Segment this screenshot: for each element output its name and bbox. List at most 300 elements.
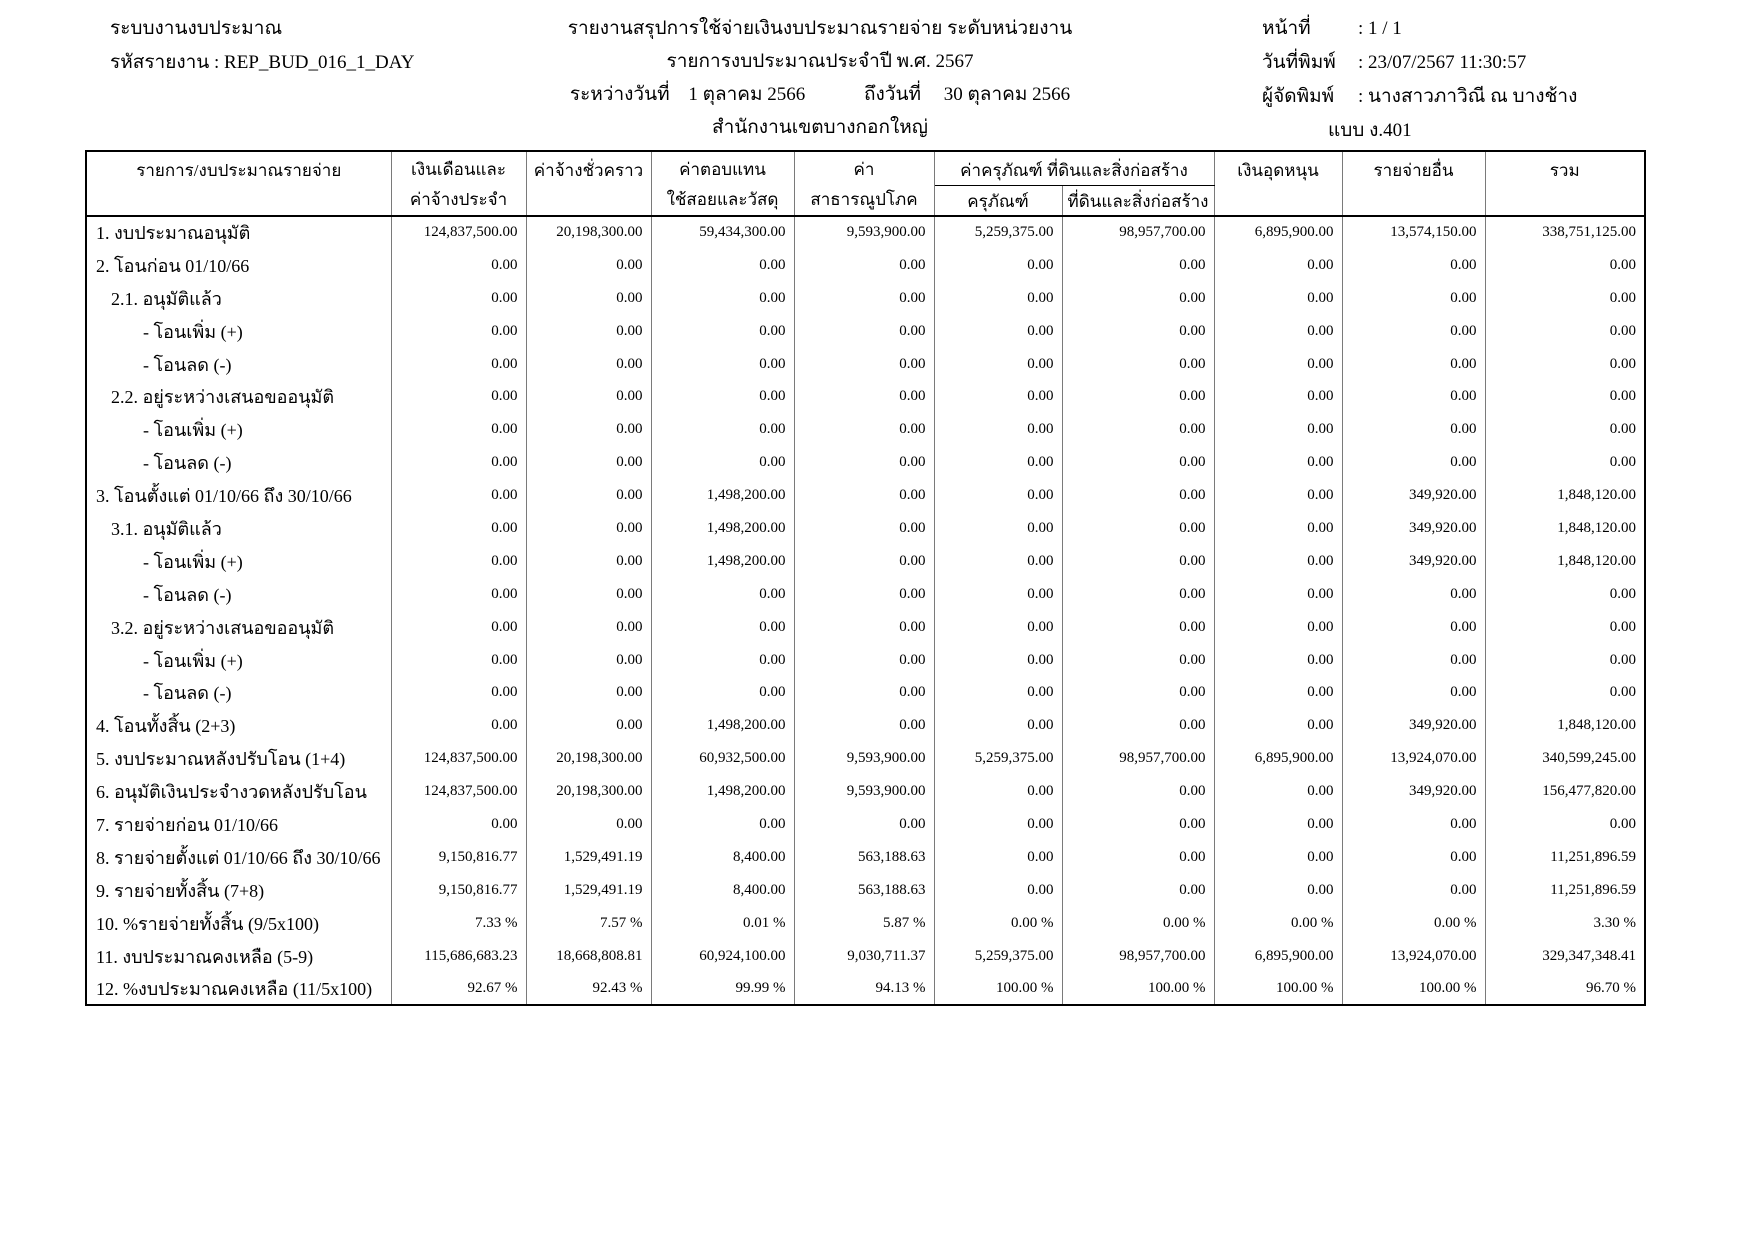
cell-value: 1,848,120.00 bbox=[1485, 512, 1645, 545]
cell-value: 3.30 % bbox=[1485, 907, 1645, 940]
cell-value: 0.00 bbox=[1485, 348, 1645, 381]
table-row bbox=[86, 874, 1645, 907]
cell-value: 5,259,375.00 bbox=[934, 940, 1062, 973]
cell-value: 0.00 bbox=[391, 413, 526, 446]
cell-value: 0.00 bbox=[794, 709, 934, 742]
table-row bbox=[86, 775, 1645, 808]
cell-value: 0.00 bbox=[934, 775, 1062, 808]
cell-value: 0.00 bbox=[934, 578, 1062, 611]
table-row bbox=[86, 742, 1645, 775]
cell-value: 0.00 bbox=[934, 348, 1062, 381]
cell-value: 0.00 bbox=[526, 578, 651, 611]
table-row bbox=[86, 676, 1645, 709]
cell-value: 0.00 bbox=[934, 545, 1062, 578]
cell-value: 0.00 bbox=[526, 808, 651, 841]
header-right bbox=[1262, 12, 1577, 148]
cell-value: 0.00 bbox=[526, 545, 651, 578]
table-row bbox=[86, 315, 1645, 348]
row-label: - โอนลด (-) bbox=[86, 578, 391, 611]
cell-value: 0.00 bbox=[934, 611, 1062, 644]
cell-value: 0.00 bbox=[1214, 808, 1342, 841]
print-date-value: : 23/07/2567 11:30:57 bbox=[1358, 52, 1527, 73]
cell-value: 0.00 bbox=[934, 413, 1062, 446]
table-row bbox=[86, 216, 1645, 249]
cell-value: 1,529,491.19 bbox=[526, 841, 651, 874]
cell-value: 0.00 bbox=[934, 512, 1062, 545]
cell-value: 0.00 bbox=[794, 315, 934, 348]
table-row bbox=[86, 972, 1645, 1005]
org-name: สำนักงานเขตบางกอกใหญ่ bbox=[712, 117, 928, 138]
cell-value: 8,400.00 bbox=[651, 841, 794, 874]
cell-value: 0.00 bbox=[1485, 315, 1645, 348]
row-label: - โอนลด (-) bbox=[86, 446, 391, 479]
cell-value: 0.00 bbox=[1485, 676, 1645, 709]
cell-value: 0.00 bbox=[526, 709, 651, 742]
cell-value: 0.00 bbox=[391, 348, 526, 381]
page-number-label: หน้าที่ bbox=[1262, 18, 1311, 39]
col-header-item: รายการ/งบประมาณรายจ่าย bbox=[86, 151, 391, 216]
cell-value: 0.00 bbox=[391, 709, 526, 742]
cell-value: 0.00 bbox=[391, 380, 526, 413]
cell-value: 7.57 % bbox=[526, 907, 651, 940]
range-from-value: 1 ตุลาคม 2566 bbox=[688, 84, 806, 105]
cell-value: 13,924,070.00 bbox=[1342, 742, 1485, 775]
cell-value: 0.00 bbox=[1214, 348, 1342, 381]
cell-value: 0.00 bbox=[1062, 775, 1214, 808]
page-number-value: : 1 / 1 bbox=[1358, 18, 1402, 39]
col-header-temp-wage: ค่าจ้างชั่วคราว bbox=[526, 151, 651, 216]
row-label: 8. รายจ่ายตั้งแต่ 01/10/66 ถึง 30/10/66 bbox=[86, 841, 391, 874]
cell-value: 0.00 bbox=[526, 512, 651, 545]
cell-value: 0.00 bbox=[1342, 874, 1485, 907]
cell-value: 0.00 bbox=[1485, 611, 1645, 644]
row-label: - โอนลด (-) bbox=[86, 676, 391, 709]
cell-value: 0.00 bbox=[1342, 578, 1485, 611]
range-from-label: ระหว่างวันที่ bbox=[569, 84, 670, 105]
cell-value: 0.00 bbox=[651, 578, 794, 611]
cell-value: 0.00 bbox=[651, 315, 794, 348]
cell-value: 0.00 bbox=[934, 249, 1062, 282]
printed-by-line bbox=[1262, 80, 1577, 114]
cell-value: 92.67 % bbox=[391, 972, 526, 1005]
cell-value: 338,751,125.00 bbox=[1485, 216, 1645, 249]
cell-value: 0.00 bbox=[1342, 413, 1485, 446]
cell-value: 0.00 bbox=[794, 380, 934, 413]
cell-value: 0.00 bbox=[391, 578, 526, 611]
cell-value: 0.01 % bbox=[651, 907, 794, 940]
cell-value: 0.00 bbox=[1214, 841, 1342, 874]
cell-value: 1,498,200.00 bbox=[651, 545, 794, 578]
form-code: แบบ ง.401 bbox=[1328, 120, 1412, 141]
cell-value: 0.00 bbox=[1485, 446, 1645, 479]
row-label: 2.2. อยู่ระหว่างเสนอขออนุมัติ bbox=[86, 380, 391, 413]
cell-value: 0.00 bbox=[1214, 709, 1342, 742]
cell-value: 0.00 bbox=[526, 479, 651, 512]
cell-value: 0.00 bbox=[1062, 676, 1214, 709]
row-label: 11. งบประมาณคงเหลือ (5-9) bbox=[86, 940, 391, 973]
row-label: - โอนเพิ่ม (+) bbox=[86, 545, 391, 578]
cell-value: 9,593,900.00 bbox=[794, 775, 934, 808]
table-row bbox=[86, 644, 1645, 677]
cell-value: 13,924,070.00 bbox=[1342, 940, 1485, 973]
cell-value: 0.00 bbox=[794, 282, 934, 315]
row-label: 12. %งบประมาณคงเหลือ (11/5x100) bbox=[86, 972, 391, 1005]
cell-value: 6,895,900.00 bbox=[1214, 940, 1342, 973]
cell-value: 349,920.00 bbox=[1342, 512, 1485, 545]
cell-value: 0.00 bbox=[526, 446, 651, 479]
cell-value: 0.00 bbox=[1485, 282, 1645, 315]
cell-value: 1,498,200.00 bbox=[651, 479, 794, 512]
cell-value: 60,932,500.00 bbox=[651, 742, 794, 775]
report-code-label: รหัสรายงาน : bbox=[110, 52, 220, 73]
cell-value: 0.00 bbox=[1214, 413, 1342, 446]
cell-value: 9,593,900.00 bbox=[794, 216, 934, 249]
cell-value: 0.00 bbox=[651, 380, 794, 413]
cell-value: 0.00 bbox=[1214, 380, 1342, 413]
row-label: 3.1. อนุมัติแล้ว bbox=[86, 512, 391, 545]
cell-value: 0.00 bbox=[1062, 709, 1214, 742]
cell-value: 0.00 bbox=[1342, 348, 1485, 381]
col-header-compensation-line2: ใช้สอยและวัสดุ bbox=[666, 190, 779, 209]
print-date-line bbox=[1262, 46, 1577, 80]
col-header-salary-line2: ค่าจ้างประจำ bbox=[409, 190, 508, 209]
cell-value: 59,434,300.00 bbox=[651, 216, 794, 249]
cell-value: 0.00 bbox=[1062, 282, 1214, 315]
col-header-equipment-land-group: ค่าครุภัณฑ์ ที่ดินและสิ่งก่อสร้าง bbox=[934, 151, 1214, 185]
row-label: 2. โอนก่อน 01/10/66 bbox=[86, 249, 391, 282]
cell-value: 156,477,820.00 bbox=[1485, 775, 1645, 808]
cell-value: 5,259,375.00 bbox=[934, 216, 1062, 249]
cell-value: 0.00 bbox=[794, 446, 934, 479]
cell-value: 0.00 bbox=[794, 413, 934, 446]
cell-value: 349,920.00 bbox=[1342, 479, 1485, 512]
cell-value: 6,895,900.00 bbox=[1214, 742, 1342, 775]
cell-value: 0.00 bbox=[1342, 249, 1485, 282]
cell-value: 0.00 bbox=[651, 644, 794, 677]
table-header bbox=[86, 151, 1645, 216]
cell-value: 0.00 bbox=[1342, 611, 1485, 644]
row-label: 3. โอนตั้งแต่ 01/10/66 ถึง 30/10/66 bbox=[86, 479, 391, 512]
table-row bbox=[86, 808, 1645, 841]
cell-value: 9,150,816.77 bbox=[391, 874, 526, 907]
col-header-subsidy: เงินอุดหนุน bbox=[1214, 151, 1342, 216]
cell-value: 0.00 % bbox=[1214, 907, 1342, 940]
cell-value: 349,920.00 bbox=[1342, 545, 1485, 578]
cell-value: 1,529,491.19 bbox=[526, 874, 651, 907]
col-header-utilities-line1: ค่า bbox=[853, 160, 875, 179]
cell-value: 0.00 bbox=[1214, 545, 1342, 578]
cell-value: 0.00 bbox=[934, 380, 1062, 413]
col-header-compensation bbox=[651, 151, 794, 216]
table-row bbox=[86, 709, 1645, 742]
budget-table bbox=[85, 150, 1646, 1006]
cell-value: 0.00 bbox=[1214, 611, 1342, 644]
cell-value: 5,259,375.00 bbox=[934, 742, 1062, 775]
cell-value: 0.00 bbox=[526, 249, 651, 282]
cell-value: 349,920.00 bbox=[1342, 775, 1485, 808]
table-row bbox=[86, 578, 1645, 611]
col-header-equipment: ครุภัณฑ์ bbox=[934, 185, 1062, 216]
cell-value: 0.00 bbox=[651, 348, 794, 381]
cell-value: 0.00 bbox=[651, 249, 794, 282]
cell-value: 100.00 % bbox=[1342, 972, 1485, 1005]
cell-value: 96.70 % bbox=[1485, 972, 1645, 1005]
printed-by-value: : นางสาวภาวิณี ณ บางช้าง bbox=[1358, 86, 1578, 107]
cell-value: 9,150,816.77 bbox=[391, 841, 526, 874]
row-label: - โอนเพิ่ม (+) bbox=[86, 413, 391, 446]
cell-value: 0.00 bbox=[391, 644, 526, 677]
cell-value: 0.00 bbox=[1342, 315, 1485, 348]
cell-value: 0.00 bbox=[794, 644, 934, 677]
cell-value: 563,188.63 bbox=[794, 874, 934, 907]
cell-value: 94.13 % bbox=[794, 972, 934, 1005]
cell-value: 0.00 bbox=[391, 446, 526, 479]
col-header-salary-line1: เงินเดือนและ bbox=[411, 160, 506, 179]
cell-value: 0.00 bbox=[794, 479, 934, 512]
cell-value: 0.00 bbox=[1485, 249, 1645, 282]
cell-value: 100.00 % bbox=[1062, 972, 1214, 1005]
print-date-label: วันที่พิมพ์ bbox=[1262, 52, 1336, 73]
cell-value: 0.00 bbox=[1485, 644, 1645, 677]
cell-value: 0.00 bbox=[526, 380, 651, 413]
table-row bbox=[86, 907, 1645, 940]
cell-value: 0.00 bbox=[1062, 446, 1214, 479]
report-subtitle: รายการงบประมาณประจำปี พ.ศ. 2567 bbox=[666, 51, 974, 72]
table-row bbox=[86, 413, 1645, 446]
cell-value: 20,198,300.00 bbox=[526, 775, 651, 808]
cell-value: 0.00 bbox=[934, 808, 1062, 841]
cell-value: 1,848,120.00 bbox=[1485, 709, 1645, 742]
row-label: 6. อนุมัติเงินประจำงวดหลังปรับโอน bbox=[86, 775, 391, 808]
cell-value: 0.00 bbox=[391, 249, 526, 282]
cell-value: 0.00 bbox=[526, 413, 651, 446]
table-row bbox=[86, 380, 1645, 413]
cell-value: 0.00 bbox=[1062, 644, 1214, 677]
cell-value: 0.00 bbox=[1062, 611, 1214, 644]
cell-value: 0.00 bbox=[1342, 808, 1485, 841]
row-label: 10. %รายจ่ายทั้งสิ้น (9/5x100) bbox=[86, 907, 391, 940]
cell-value: 0.00 bbox=[1342, 446, 1485, 479]
cell-value: 0.00 bbox=[1062, 380, 1214, 413]
cell-value: 115,686,683.23 bbox=[391, 940, 526, 973]
cell-value: 0.00 bbox=[1214, 249, 1342, 282]
row-label: 5. งบประมาณหลังปรับโอน (1+4) bbox=[86, 742, 391, 775]
table-row bbox=[86, 545, 1645, 578]
cell-value: 98,957,700.00 bbox=[1062, 216, 1214, 249]
cell-value: 0.00 bbox=[934, 315, 1062, 348]
cell-value: 124,837,500.00 bbox=[391, 216, 526, 249]
cell-value: 0.00 bbox=[1214, 676, 1342, 709]
cell-value: 0.00 bbox=[1062, 545, 1214, 578]
cell-value: 0.00 bbox=[651, 611, 794, 644]
cell-value: 92.43 % bbox=[526, 972, 651, 1005]
cell-value: 349,920.00 bbox=[1342, 709, 1485, 742]
cell-value: 5.87 % bbox=[794, 907, 934, 940]
cell-value: 0.00 bbox=[1214, 775, 1342, 808]
col-header-total: รวม bbox=[1485, 151, 1645, 216]
cell-value: 1,498,200.00 bbox=[651, 512, 794, 545]
cell-value: 0.00 bbox=[934, 644, 1062, 677]
col-header-compensation-line1: ค่าตอบแทน bbox=[679, 160, 766, 179]
cell-value: 563,188.63 bbox=[794, 841, 934, 874]
cell-value: 0.00 bbox=[934, 676, 1062, 709]
cell-value: 99.99 % bbox=[651, 972, 794, 1005]
cell-value: 0.00 bbox=[391, 545, 526, 578]
cell-value: 0.00 bbox=[526, 348, 651, 381]
cell-value: 0.00 % bbox=[934, 907, 1062, 940]
cell-value: 7.33 % bbox=[391, 907, 526, 940]
col-header-utilities-line2: สาธารณูปโภค bbox=[810, 190, 918, 209]
cell-value: 0.00 bbox=[1214, 479, 1342, 512]
row-label: - โอนเพิ่ม (+) bbox=[86, 644, 391, 677]
cell-value: 11,251,896.59 bbox=[1485, 874, 1645, 907]
cell-value: 0.00 bbox=[1214, 578, 1342, 611]
row-label: 7. รายจ่ายก่อน 01/10/66 bbox=[86, 808, 391, 841]
cell-value: 0.00 bbox=[651, 676, 794, 709]
cell-value: 124,837,500.00 bbox=[391, 775, 526, 808]
cell-value: 20,198,300.00 bbox=[526, 216, 651, 249]
page-number-line bbox=[1262, 12, 1577, 46]
cell-value: 0.00 bbox=[1062, 479, 1214, 512]
table-row bbox=[86, 841, 1645, 874]
col-header-land: ที่ดินและสิ่งก่อสร้าง bbox=[1062, 185, 1214, 216]
cell-value: 0.00 bbox=[526, 676, 651, 709]
range-to-label: ถึงวันที่ bbox=[864, 84, 921, 105]
cell-value: 0.00 bbox=[1342, 282, 1485, 315]
row-label: - โอนเพิ่ม (+) bbox=[86, 315, 391, 348]
row-label: - โอนลด (-) bbox=[86, 348, 391, 381]
cell-value: 0.00 % bbox=[1062, 907, 1214, 940]
table-row bbox=[86, 479, 1645, 512]
cell-value: 9,593,900.00 bbox=[794, 742, 934, 775]
cell-value: 0.00 bbox=[651, 413, 794, 446]
cell-value: 0.00 bbox=[391, 315, 526, 348]
cell-value: 0.00 bbox=[1485, 808, 1645, 841]
cell-value: 0.00 bbox=[526, 611, 651, 644]
table-row bbox=[86, 282, 1645, 315]
cell-value: 0.00 bbox=[794, 545, 934, 578]
cell-value: 0.00 bbox=[1342, 676, 1485, 709]
col-header-salary bbox=[391, 151, 526, 216]
row-label: 9. รายจ่ายทั้งสิ้น (7+8) bbox=[86, 874, 391, 907]
cell-value: 0.00 bbox=[1062, 249, 1214, 282]
cell-value: 0.00 bbox=[1485, 578, 1645, 611]
cell-value: 0.00 bbox=[1062, 512, 1214, 545]
cell-value: 0.00 bbox=[1062, 874, 1214, 907]
cell-value: 0.00 bbox=[934, 874, 1062, 907]
cell-value: 0.00 bbox=[1214, 874, 1342, 907]
cell-value: 340,599,245.00 bbox=[1485, 742, 1645, 775]
cell-value: 0.00 bbox=[391, 282, 526, 315]
row-label: 2.1. อนุมัติแล้ว bbox=[86, 282, 391, 315]
cell-value: 0.00 bbox=[934, 841, 1062, 874]
range-to-value: 30 ตุลาคม 2566 bbox=[943, 84, 1071, 105]
table-row bbox=[86, 512, 1645, 545]
table-row bbox=[86, 348, 1645, 381]
cell-value: 18,668,808.81 bbox=[526, 940, 651, 973]
cell-value: 0.00 bbox=[1062, 315, 1214, 348]
cell-value: 0.00 bbox=[1485, 380, 1645, 413]
row-label: 3.2. อยู่ระหว่างเสนอขออนุมัติ bbox=[86, 611, 391, 644]
cell-value: 20,198,300.00 bbox=[526, 742, 651, 775]
cell-value: 0.00 bbox=[1342, 644, 1485, 677]
budget-table-body bbox=[86, 216, 1645, 1005]
report-title: รายงานสรุปการใช้จ่ายเงินงบประมาณรายจ่าย ระดับหน่วยงาน bbox=[567, 18, 1073, 39]
row-label: 4. โอนทั้งสิ้น (2+3) bbox=[86, 709, 391, 742]
system-name: ระบบงานงบประมาณ bbox=[110, 18, 283, 39]
cell-value: 100.00 % bbox=[934, 972, 1062, 1005]
cell-value: 0.00 bbox=[794, 512, 934, 545]
cell-value: 98,957,700.00 bbox=[1062, 742, 1214, 775]
cell-value: 0.00 bbox=[391, 479, 526, 512]
cell-value: 0.00 bbox=[526, 644, 651, 677]
cell-value: 0.00 bbox=[1062, 808, 1214, 841]
cell-value: 98,957,700.00 bbox=[1062, 940, 1214, 973]
cell-value: 1,848,120.00 bbox=[1485, 479, 1645, 512]
cell-value: 0.00 bbox=[934, 282, 1062, 315]
table-row bbox=[86, 249, 1645, 282]
cell-value: 0.00 bbox=[1062, 841, 1214, 874]
cell-value: 0.00 bbox=[391, 808, 526, 841]
cell-value: 0.00 bbox=[1214, 644, 1342, 677]
cell-value: 1,498,200.00 bbox=[651, 775, 794, 808]
cell-value: 0.00 % bbox=[1342, 907, 1485, 940]
cell-value: 0.00 bbox=[794, 249, 934, 282]
cell-value: 124,837,500.00 bbox=[391, 742, 526, 775]
cell-value: 0.00 bbox=[794, 348, 934, 381]
table-row bbox=[86, 611, 1645, 644]
cell-value: 9,030,711.37 bbox=[794, 940, 934, 973]
cell-value: 0.00 bbox=[794, 578, 934, 611]
cell-value: 0.00 bbox=[1485, 413, 1645, 446]
cell-value: 0.00 bbox=[1342, 841, 1485, 874]
cell-value: 0.00 bbox=[651, 282, 794, 315]
cell-value: 0.00 bbox=[934, 479, 1062, 512]
cell-value: 0.00 bbox=[391, 512, 526, 545]
cell-value: 100.00 % bbox=[1214, 972, 1342, 1005]
cell-value: 0.00 bbox=[1342, 380, 1485, 413]
table-row bbox=[86, 940, 1645, 973]
cell-value: 0.00 bbox=[1214, 315, 1342, 348]
cell-value: 0.00 bbox=[794, 676, 934, 709]
report-code-value: REP_BUD_016_1_DAY bbox=[224, 52, 415, 73]
cell-value: 0.00 bbox=[526, 315, 651, 348]
cell-value: 0.00 bbox=[794, 611, 934, 644]
cell-value: 1,498,200.00 bbox=[651, 709, 794, 742]
cell-value: 0.00 bbox=[391, 611, 526, 644]
cell-value: 8,400.00 bbox=[651, 874, 794, 907]
cell-value: 6,895,900.00 bbox=[1214, 216, 1342, 249]
cell-value: 0.00 bbox=[526, 282, 651, 315]
cell-value: 0.00 bbox=[934, 709, 1062, 742]
col-header-other: รายจ่ายอื่น bbox=[1342, 151, 1485, 216]
cell-value: 329,347,348.41 bbox=[1485, 940, 1645, 973]
printed-by-label: ผู้จัดพิมพ์ bbox=[1262, 86, 1335, 107]
cell-value: 13,574,150.00 bbox=[1342, 216, 1485, 249]
cell-value: 60,924,100.00 bbox=[651, 940, 794, 973]
cell-value: 0.00 bbox=[651, 808, 794, 841]
cell-value: 0.00 bbox=[1214, 282, 1342, 315]
cell-value: 0.00 bbox=[1062, 578, 1214, 611]
cell-value: 0.00 bbox=[1062, 348, 1214, 381]
cell-value: 0.00 bbox=[1062, 413, 1214, 446]
cell-value: 11,251,896.59 bbox=[1485, 841, 1645, 874]
cell-value: 0.00 bbox=[934, 446, 1062, 479]
cell-value: 0.00 bbox=[391, 676, 526, 709]
cell-value: 0.00 bbox=[1214, 512, 1342, 545]
cell-value: 0.00 bbox=[651, 446, 794, 479]
col-header-utilities bbox=[794, 151, 934, 216]
